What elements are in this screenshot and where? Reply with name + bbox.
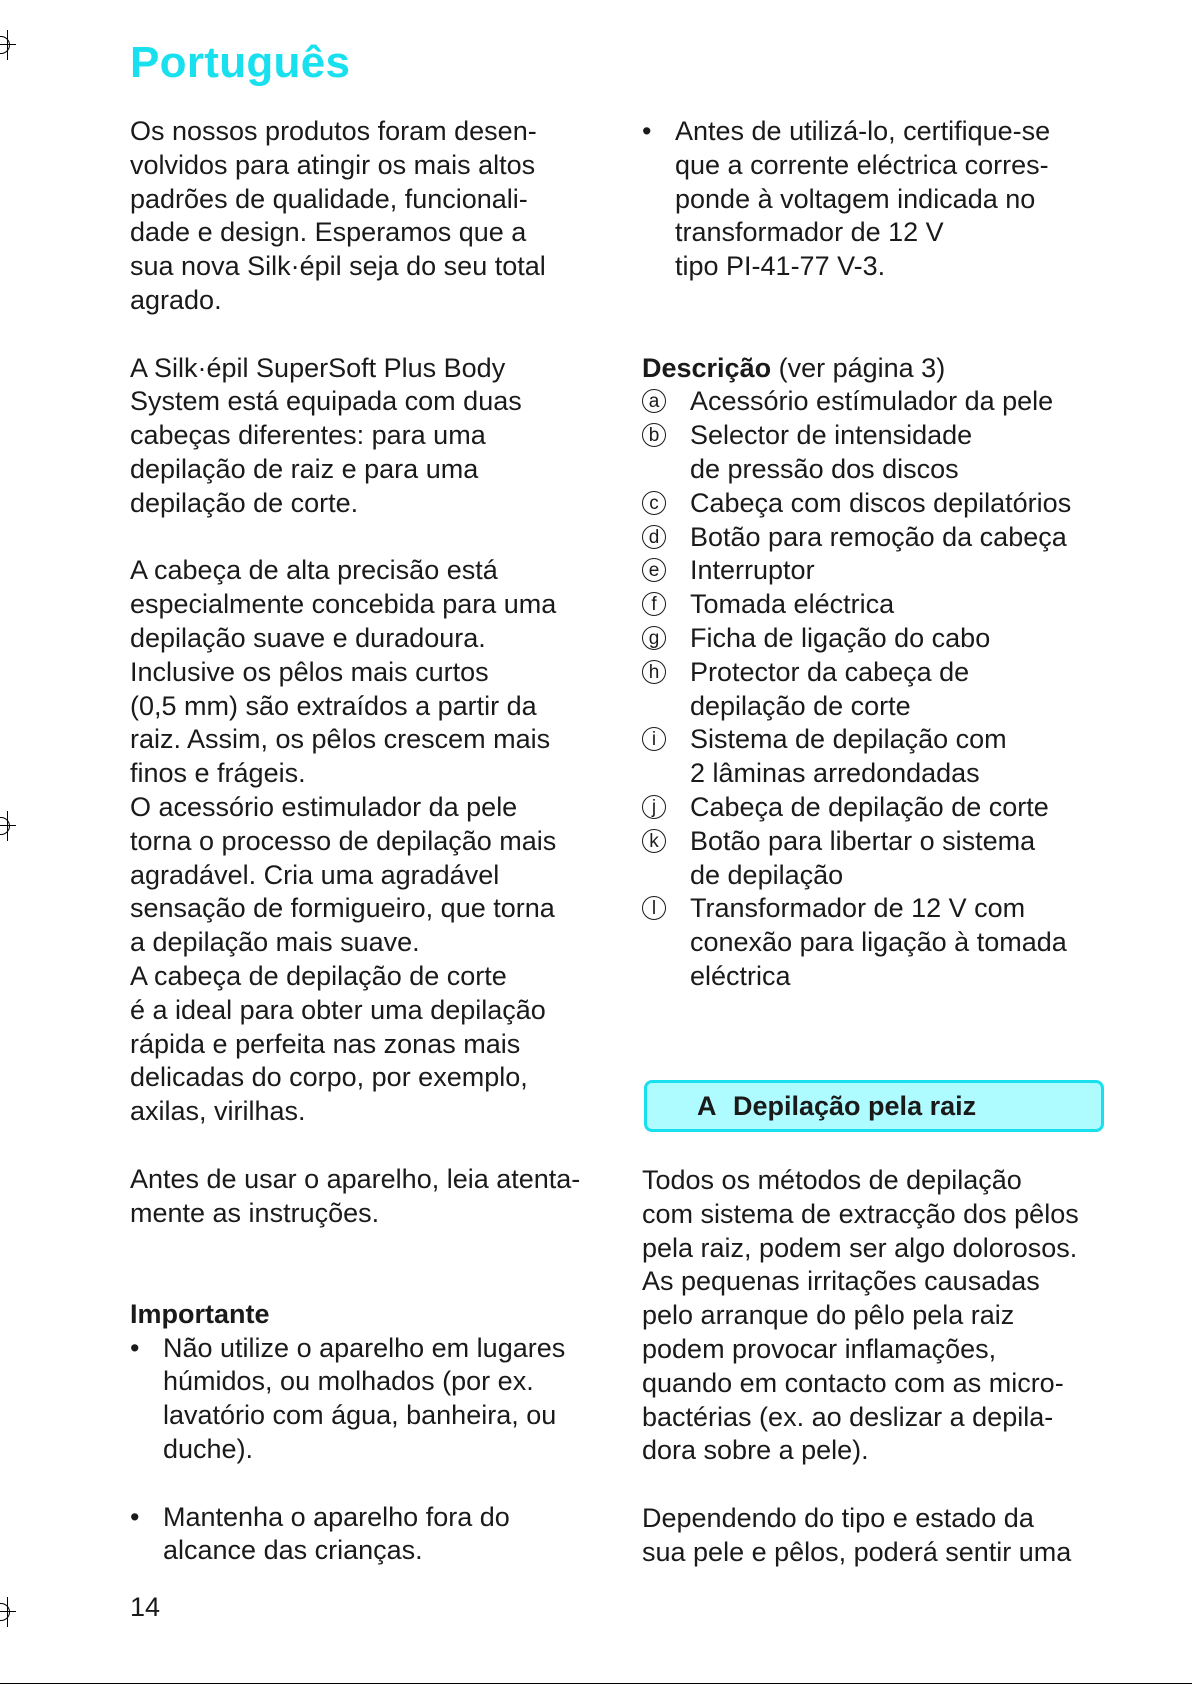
voltage-bullet: • Antes de utilizá-lo, certifique-se que a corrente eléctrica corres- ponde à voltagem indicada no transformador de 12 V tipo PI-41-77 V-3. xyxy=(642,116,1051,282)
section-letter: A xyxy=(697,1091,717,1121)
legend-item: h Protector da cabeça de depilação de corte xyxy=(642,656,1104,724)
important-bullet: • Não utilize o aparelho em lugares húmidos, ou molhados (por ex. lavatório com água, banheira, ou duche). xyxy=(130,1332,566,1465)
precision-paragraph: A cabeça de alta precisão está especialmente concebida para uma depilação suave e duradoura. Inclusive os pêlos mais curtos (0,5 mm) são extraídos a partir da raiz. Assim, os pêlos crescem mais finos e frágeis. O acessório estimulador da pele torna o processo de depilação mais agradável. Cria uma agradável sensação de formigueiro, que torna a depilação mais suave. A cabeça de depilação de corte é a ideal para obter uma depilação rápida e perfeita nas zonas mais delicadas do corpo, por exemplo, axilas, virilhas. xyxy=(130,555,557,1127)
bullet-icon: • xyxy=(130,1501,140,1532)
circled-letter-icon: b xyxy=(642,423,666,447)
legend-item: c Cabeça com discos depilatórios xyxy=(642,487,1104,521)
bullet-icon: • xyxy=(130,1332,140,1363)
important-heading: Importante xyxy=(130,1298,270,1329)
legend-item: d Botão para remoção da cabeça xyxy=(642,521,1104,555)
section-title: Depilação pela raiz xyxy=(733,1091,977,1121)
section-heading-box xyxy=(644,1080,1104,1132)
circled-letter-icon: l xyxy=(642,896,666,920)
left-column xyxy=(130,115,600,1568)
circled-letter-icon: f xyxy=(642,592,666,616)
legend-item: f Tomada eléctrica xyxy=(642,588,1104,622)
legend-item: e Interruptor xyxy=(642,554,1104,588)
circled-letter-icon: h xyxy=(642,660,666,684)
bullet-icon: • xyxy=(642,116,652,146)
intro-paragraph: Os nossos produtos foram desen- volvidos para atingir os mais altos padrões de qualidade, funcionali- dade e design. Esperamos que a sua nova Silk·épil seja do seu total agrado. xyxy=(130,116,546,315)
legend-item: g Ficha de ligação do cabo xyxy=(642,622,1104,656)
right-column-lower xyxy=(642,1164,1104,1570)
legend-item: i Sistema de depilação com 2 lâminas arredondadas xyxy=(642,723,1104,791)
depending-paragraph: Dependendo do tipo e estado da sua pele e pêlos, poderá sentir uma xyxy=(642,1502,1072,1567)
legend-item: b Selector de intensidade de pressão dos discos xyxy=(642,419,1104,487)
circled-letter-icon: g xyxy=(642,626,666,650)
page-number: 14 xyxy=(130,1592,161,1622)
circled-letter-icon: k xyxy=(642,829,666,853)
description-heading: Descrição (ver página 3) xyxy=(642,352,946,383)
registration-mark-bottom xyxy=(0,1597,16,1627)
circled-letter-icon: c xyxy=(642,491,666,515)
important-bullet: • Mantenha o aparelho fora do alcance das crianças. xyxy=(130,1501,510,1566)
circled-letter-icon: d xyxy=(642,525,666,549)
circled-letter-icon: a xyxy=(642,389,666,413)
page-title: Português xyxy=(130,38,351,87)
read-instructions-paragraph: Antes de usar o aparelho, leia atenta- mente as instruções. xyxy=(130,1163,581,1228)
parts-legend xyxy=(642,385,1104,993)
circled-letter-icon: i xyxy=(642,727,666,751)
legend-item: k Botão para libertar o sistema de depilação xyxy=(642,825,1104,893)
legend-item: l Transformador de 12 V com conexão para ligação à tomada eléctrica xyxy=(642,892,1104,993)
legend-item: a Acessório estímulador da pele xyxy=(642,385,1104,419)
legend-item: j Cabeça de depilação de corte xyxy=(642,791,1104,825)
system-paragraph: A Silk·épil SuperSoft Plus Body System está equipada com duas cabeças diferentes: para uma depilação de raiz e para uma depilação de corte. xyxy=(130,352,522,518)
right-column xyxy=(642,115,1104,994)
circled-letter-icon: j xyxy=(642,795,666,819)
registration-mark-top xyxy=(0,30,16,60)
registration-mark-middle xyxy=(0,811,16,841)
trim-line xyxy=(0,1683,1192,1684)
circled-letter-icon: e xyxy=(642,558,666,582)
methods-paragraph: Todos os métodos de depilação com sistema de extracção dos pêlos pela raiz, podem ser algo dolorosos. As pequenas irritações causadas pelo arranque do pêlo pela raiz podem provocar inflamações, quando em contacto com as micro- bactérias (ex. ao deslizar a depila- dora sobre a pele). xyxy=(642,1165,1079,1466)
